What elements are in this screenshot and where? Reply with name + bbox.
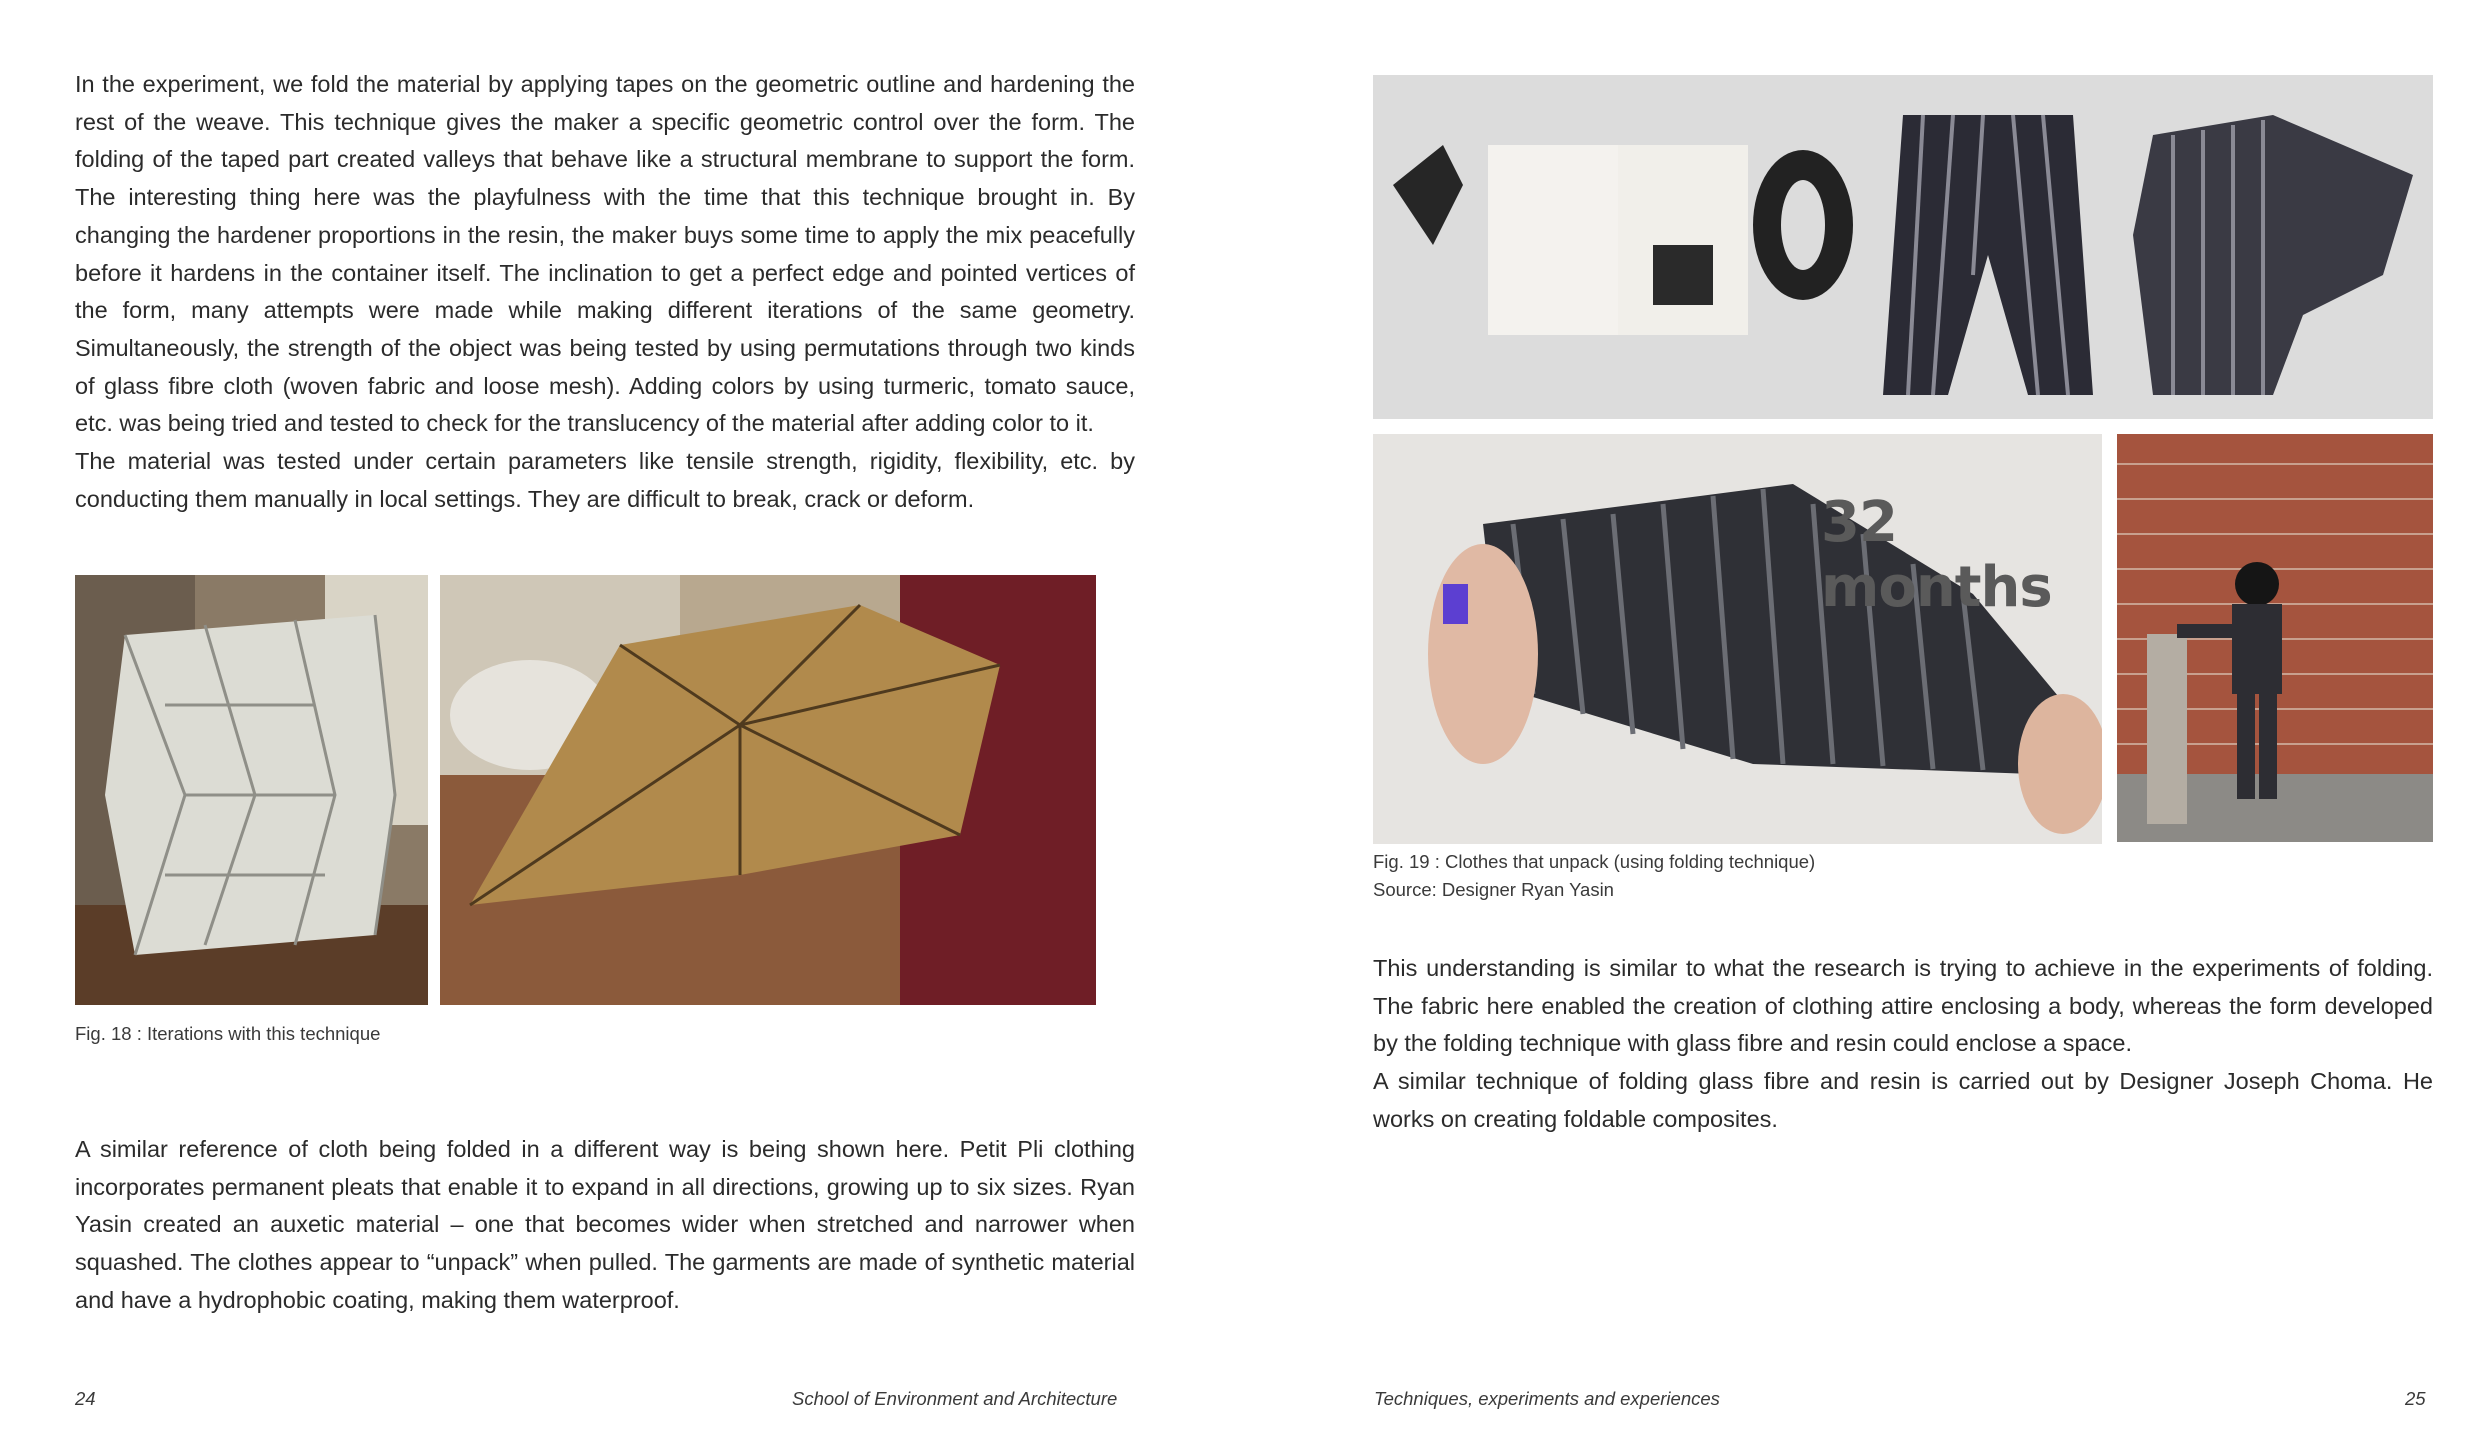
paragraph-testing: The material was tested under certain parameters like tensile strength, rigidity, flexibility, etc. by conducting them manually in local settings. They are difficult to break, crack or deform. [75,448,1135,512]
right-footer-title: Techniques, experiments and experiences [1374,1388,1720,1409]
fig19-caption [1373,848,1815,904]
paragraph-petit-pli: A similar reference of cloth being folded in a different way is being shown here. Petit Pli clothing incorporates permanent pleats that enable it to expand in all directions, growing up to six sizes. Ryan Yasin created an auxetic material – one that becomes wider when stretched and narrower when squashed. The clothes appear to “unpack” when pulled. The garments are made of synthetic material and have a hydrophobic coating, making them waterproof. [75,1136,1135,1313]
fig18-photo-folded-lantern [75,575,428,1005]
paragraph-joseph-choma: A similar technique of folding glass fibre and resin is carried out by Designer Joseph Choma. He works on creating foldable composites. [1373,1068,2433,1132]
fig19-photo-stretched-garment [1373,434,2102,844]
paragraph-experiment: In the experiment, we fold the material by applying tapes on the geometric outline and hardening the rest of the weave. This technique gives the maker a specific geometric control over the form. The folding of the taped part created valleys that behave like a structural membrane to support the form. The interesting thing here was the playfulness with the time that this technique brought in. By changing the hardener proportions in the resin, the maker buys some time to apply the mix peacefully before it hardens in the container itself. The inclination to get a perfect edge and pointed vertices of the form, many attempts were made while making different iterations of the same geometry. Simultaneously, the strength of the object was being tested by using permutations through two kinds of glass fibre cloth (woven fabric and loose mesh). Adding colors by using turmeric, tomato sauce, etc. was being tried and tested to check for the translucency of the material after adding color to it. [75,71,1135,437]
fig19-photo-flatlay [1373,75,2433,419]
photo-overlay-label: 32 months [1821,490,2052,620]
fig18-caption: Fig. 18 : Iterations with this technique [75,1023,381,1044]
fig19-photo-child-wall [2117,434,2433,842]
right-body-text [1373,950,2433,1139]
left-footer-title: School of Environment and Architecture [792,1388,1118,1409]
fig19-caption-source: Source: Designer Ryan Yasin [1373,879,1614,900]
left-page-number: 24 [75,1388,96,1409]
left-body-text [75,66,1135,518]
paragraph-understanding: This understanding is similar to what the research is trying to achieve in the experiments of folding. The fabric here enabled the creation of clothing attire enclosing a body, whereas the form developed by the folding technique with glass fibre and resin could enclose a space. [1373,955,2433,1057]
fig18-photo-folded-panel [440,575,1096,1005]
right-page-number: 25 [2405,1388,2426,1409]
fig19-caption-title: Fig. 19 : Clothes that unpack (using folding technique) [1373,851,1816,872]
